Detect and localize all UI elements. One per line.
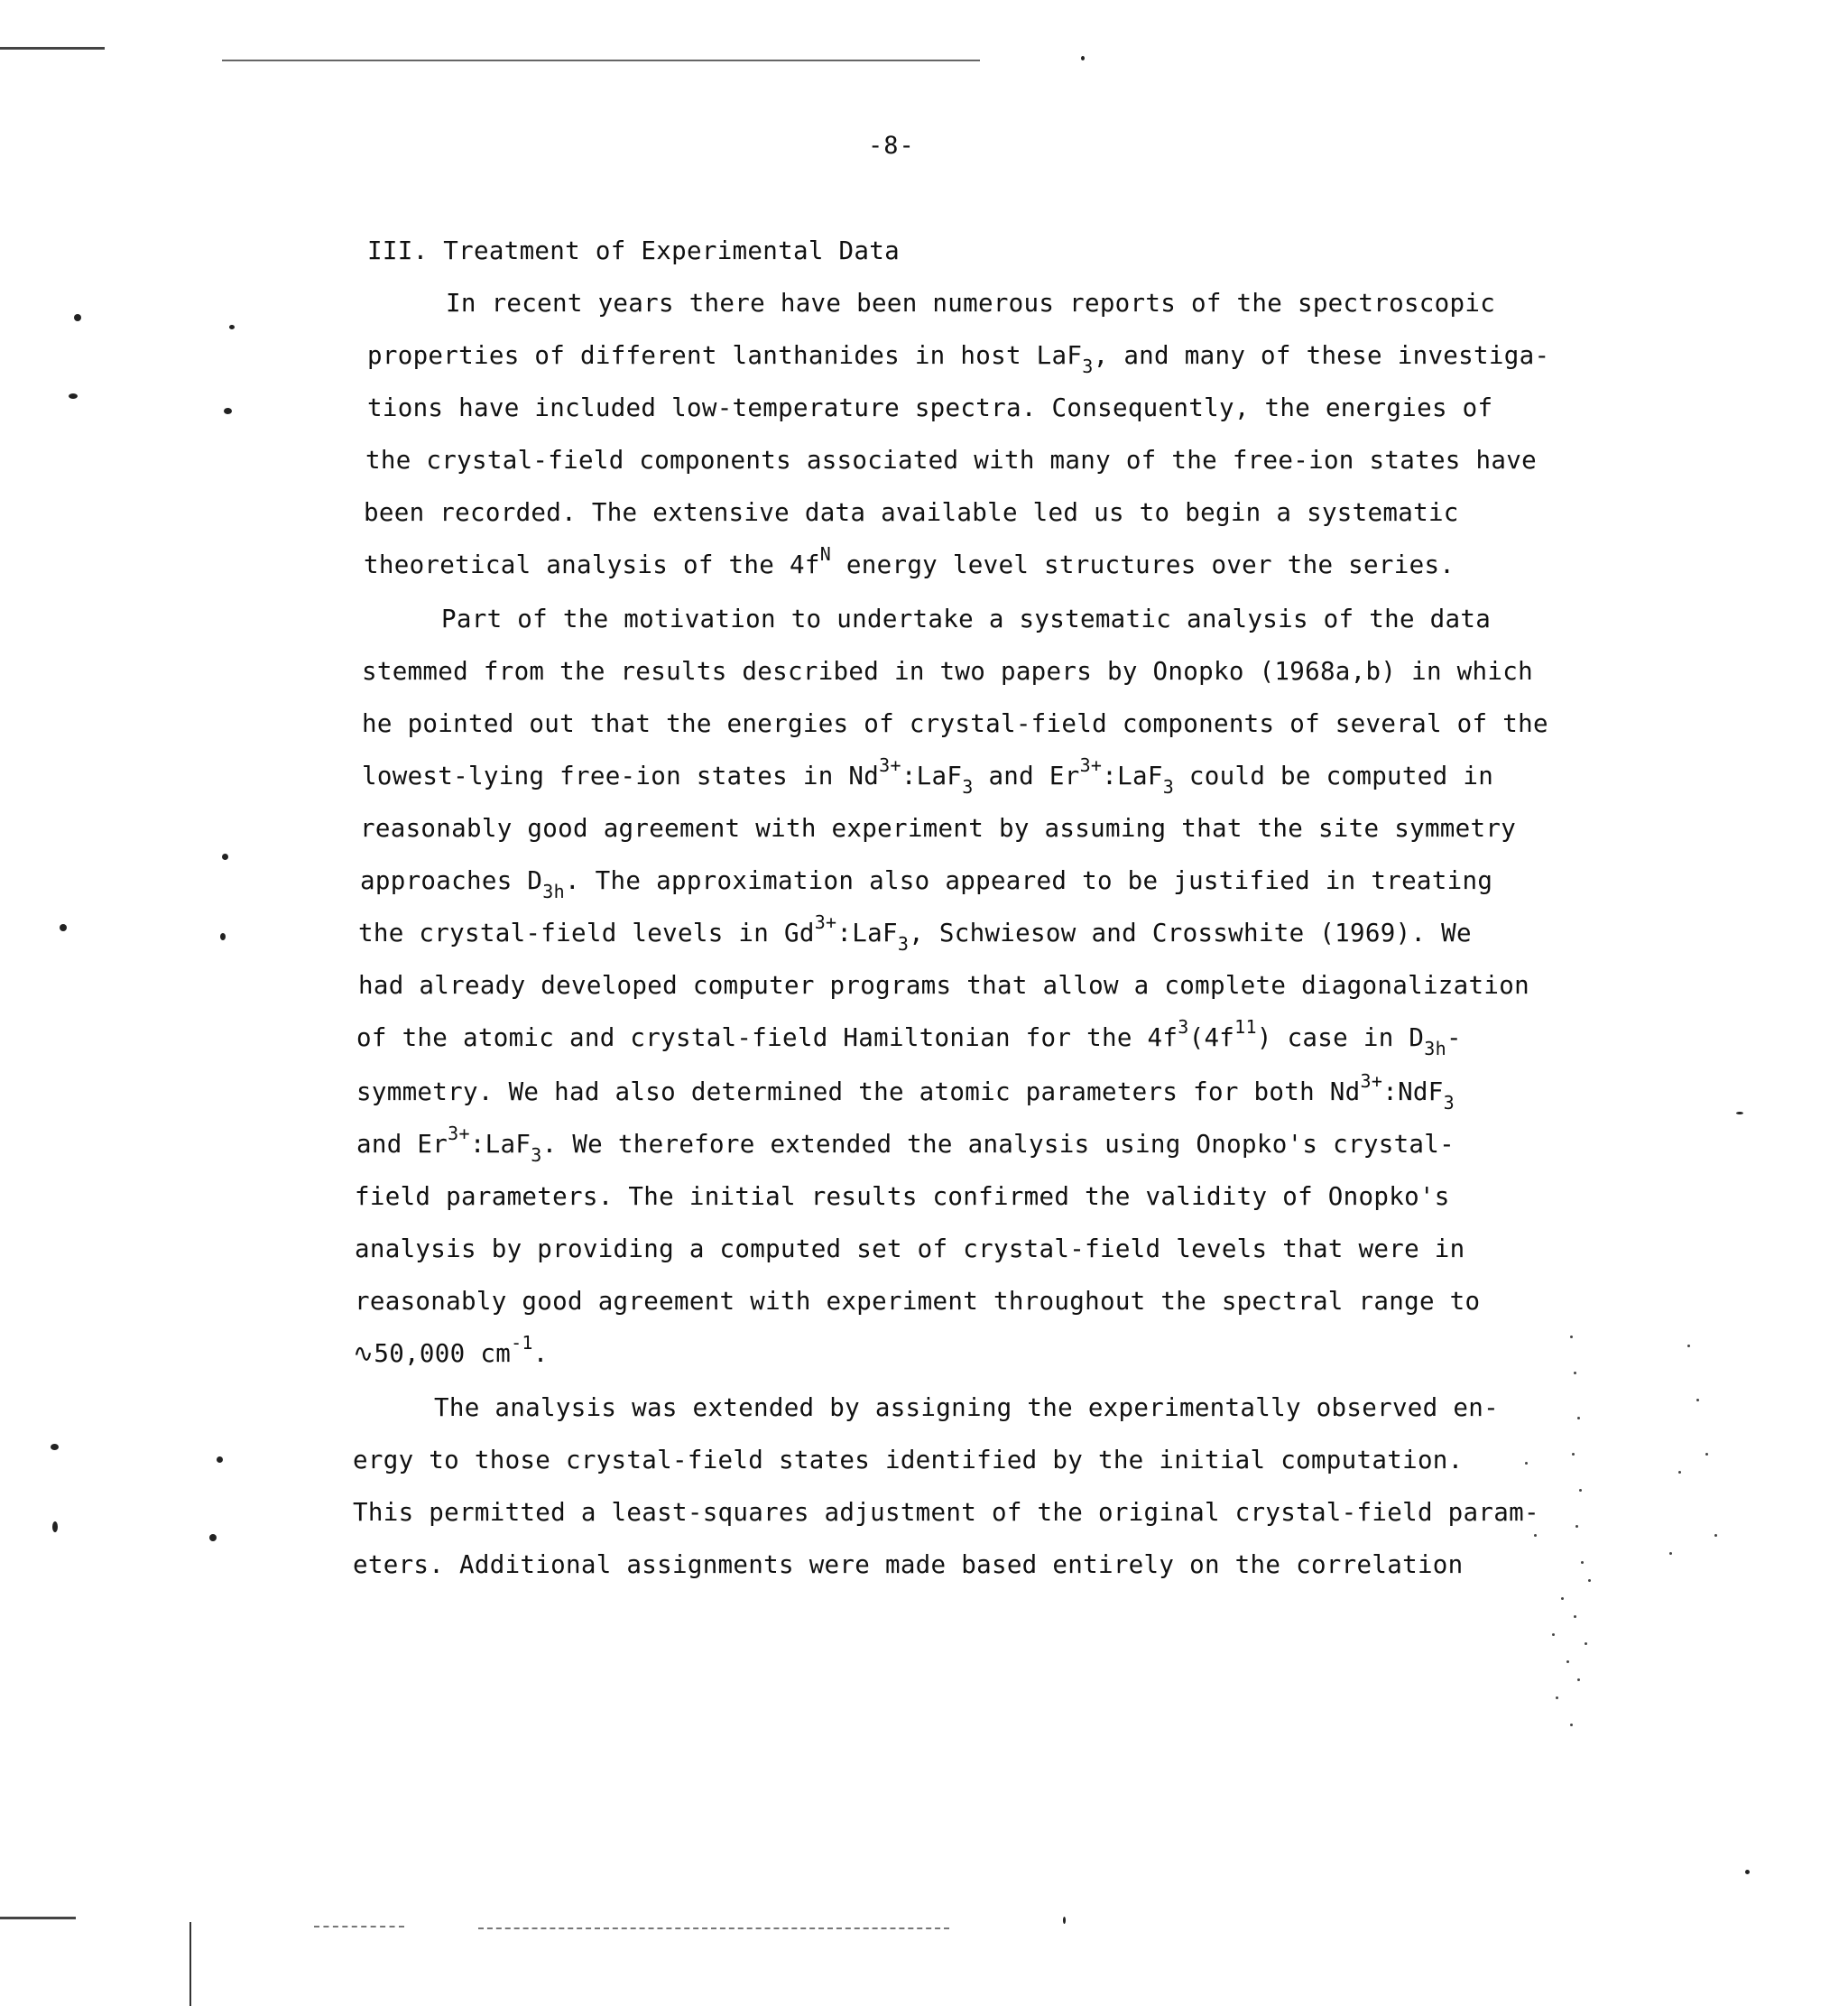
p2-line-9: of the atomic and crystal-field Hamiltonian for the $4f^3(4f^{11})$ case in $D_{3h}-$ [356, 1016, 1462, 1059]
p2-line-10: symmetry. We had also determined the atomic parameters for both $Nd^{3+}:NdF_3$ [356, 1070, 1455, 1114]
top-rule [222, 60, 980, 61]
p2-line-12: field parameters. The initial results confirmed the validity of Onopko's [355, 1182, 1450, 1211]
speck [222, 854, 228, 860]
p2-line-1: Part of the motivation to undertake a systematic analysis of the data [441, 605, 1492, 633]
p2-line-8: had already developed computer programs that allow a complete diagonalization [358, 971, 1529, 1000]
p1-line-5: been recorded. The extensive data available led us to begin a systematic [364, 498, 1459, 527]
p2-line-14: reasonably good agreement with experiment throughout the spectral range to [355, 1287, 1481, 1316]
p2-line-5: reasonably good agreement with experiment by assuming that the site symmetry [360, 814, 1517, 843]
p2-line-3: he pointed out that the energies of crystal-field components of several of the [362, 709, 1548, 738]
p2-line-6: approaches $D_{3h}$. The approximation also appeared to be justified in treating [360, 866, 1493, 902]
p2-line-2: stemmed from the results described in two papers by Onopko (1968a,b) in which [362, 657, 1533, 686]
p2-line-11: and $Er^{3+}:LaF_3$. We therefore extended the analysis using Onopko's crystal- [356, 1123, 1455, 1166]
bottom-rule [478, 1927, 949, 1929]
p3-line-4: eters. Additional assignments were made based entirely on the correlation [353, 1550, 1464, 1579]
page-number: -8- [868, 132, 915, 160]
speck [1745, 1870, 1750, 1874]
p1-line-1: In recent years there have been numerous reports of the spectroscopic [446, 289, 1496, 318]
speck [224, 408, 232, 414]
speck [209, 1534, 217, 1541]
bottom-left-mark [0, 1917, 76, 1919]
speck [51, 1444, 59, 1450]
p1-line-4: the crystal-field components associated with many of the free-ion states have [365, 446, 1537, 475]
speck [69, 393, 78, 399]
speck [229, 325, 235, 329]
top-left-mark [0, 47, 105, 50]
speck [1063, 1917, 1066, 1924]
speck [220, 933, 226, 940]
left-binding-line [189, 1922, 191, 2006]
speck [1736, 1112, 1743, 1114]
p2-line-7: the crystal-field levels in $Gd^{3+}:LaF_3$, Schwiesow and Crosswhite (1969). We [358, 911, 1472, 955]
section-heading: III. Treatment of Experimental Data [367, 236, 900, 265]
speck [52, 1521, 58, 1532]
speck [74, 314, 81, 321]
scan-noise [1498, 1327, 1732, 1760]
p2-line-4: lowest-lying free-ion states in $Nd^{3+}:LaF_3$ and $Er^{3+}:LaF_3$ could be computed in [362, 754, 1494, 798]
speck [217, 1456, 223, 1463]
speck [1081, 56, 1085, 60]
p3-line-1: The analysis was extended by assigning the experimentally observed en- [434, 1393, 1499, 1422]
speck [60, 924, 67, 931]
p2-line-13: analysis by providing a computed set of crystal-field levels that were in [355, 1234, 1465, 1263]
p3-line-3: This permitted a least-squares adjustment of the original crystal-field param- [353, 1498, 1539, 1527]
p1-line-6: theoretical analysis of the $4f^N$ energy level structures over the series. [364, 543, 1455, 579]
p3-line-2: ergy to those crystal-field states identified by the initial computation. [353, 1446, 1464, 1474]
p1-line-3: tions have included low-temperature spectra. Consequently, the energies of [367, 393, 1493, 422]
p2-line-15: ∿50,000 $cm^{-1}$. [353, 1332, 549, 1368]
bottom-rule-left [314, 1926, 404, 1927]
p1-line-2: properties of different lanthanides in host LaF$_3$, and many of these investiga- [367, 341, 1550, 377]
